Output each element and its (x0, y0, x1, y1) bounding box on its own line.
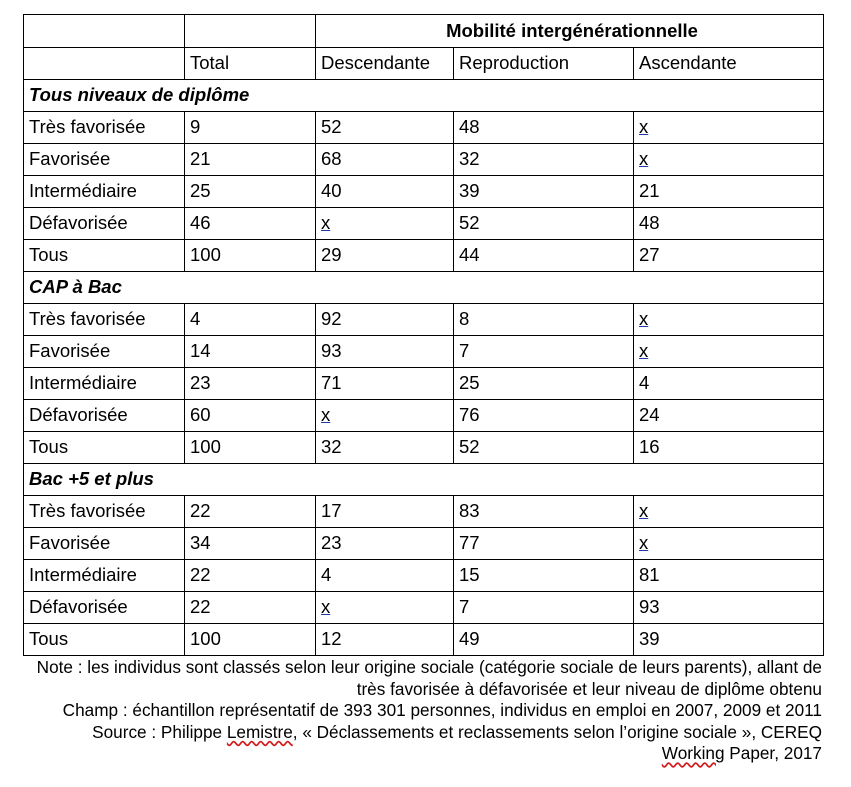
reproduction-cell: 83 (454, 496, 634, 528)
descendante-cell (316, 400, 454, 432)
reproduction-cell: 48 (454, 112, 634, 144)
total-cell: 100 (185, 432, 316, 464)
section-title: CAP à Bac (24, 272, 824, 304)
column-header-descendante: Descendante (316, 48, 454, 80)
total-cell: 22 (185, 496, 316, 528)
row-label: Défavorisée (24, 400, 185, 432)
table-row (24, 560, 824, 592)
descendante-cell: 52 (316, 112, 454, 144)
column-header-total: Total (185, 48, 316, 80)
descendante-cell: 29 (316, 240, 454, 272)
table-row (24, 368, 824, 400)
reproduction-cell: 77 (454, 528, 634, 560)
row-label: Défavorisée (24, 592, 185, 624)
row-label: Défavorisée (24, 208, 185, 240)
descendante-cell: 92 (316, 304, 454, 336)
suppressed-value-marker: x (639, 308, 649, 330)
total-cell: 21 (185, 144, 316, 176)
table-row (24, 240, 824, 272)
group-header-mobility: Mobilité intergénérationnelle (316, 15, 824, 48)
ascendante-cell (634, 336, 824, 368)
ascendante-cell: 39 (634, 624, 824, 656)
descendante-cell: 40 (316, 176, 454, 208)
descendante-cell: 17 (316, 496, 454, 528)
suppressed-value-marker: x (639, 116, 649, 138)
table-row (24, 144, 824, 176)
table-row (24, 336, 824, 368)
section-header-row (24, 464, 824, 496)
reproduction-cell: 44 (454, 240, 634, 272)
champ-text: Champ : échantillon représentatif de 393 301 personnes, individus en emploi en 2007, 2009 et 2011 (62, 700, 822, 720)
header-empty-cell (185, 15, 316, 48)
reproduction-cell: 49 (454, 624, 634, 656)
reproduction-cell: 7 (454, 336, 634, 368)
row-label: Tous (24, 624, 185, 656)
section-title: Tous niveaux de diplôme (24, 80, 824, 112)
header-row-columns (24, 48, 824, 80)
reproduction-cell: 39 (454, 176, 634, 208)
total-cell: 22 (185, 592, 316, 624)
section-header-row (24, 272, 824, 304)
ascendante-cell (634, 496, 824, 528)
section-header-row (24, 80, 824, 112)
descendante-cell: 4 (316, 560, 454, 592)
spellcheck-word: Working (661, 743, 725, 763)
ascendante-cell: 81 (634, 560, 824, 592)
suppressed-value-marker: x (321, 596, 331, 618)
column-header-ascendante: Ascendante (634, 48, 824, 80)
column-header (24, 48, 185, 80)
suppressed-value-marker: x (321, 404, 331, 426)
descendante-cell: 12 (316, 624, 454, 656)
reproduction-cell: 15 (454, 560, 634, 592)
reproduction-cell: 8 (454, 304, 634, 336)
total-cell: 60 (185, 400, 316, 432)
total-cell: 100 (185, 240, 316, 272)
reproduction-cell: 76 (454, 400, 634, 432)
descendante-cell: 71 (316, 368, 454, 400)
reproduction-cell: 52 (454, 432, 634, 464)
ascendante-cell: 24 (634, 400, 824, 432)
row-label: Favorisée (24, 528, 185, 560)
ascendante-cell (634, 528, 824, 560)
row-label: Favorisée (24, 144, 185, 176)
total-cell: 22 (185, 560, 316, 592)
header-empty-cell (24, 15, 185, 48)
ascendante-cell: 16 (634, 432, 824, 464)
row-label: Très favorisée (24, 112, 185, 144)
descendante-cell: 93 (316, 336, 454, 368)
total-cell: 46 (185, 208, 316, 240)
descendante-cell: 32 (316, 432, 454, 464)
table-row (24, 528, 824, 560)
row-label: Tous (24, 432, 185, 464)
ascendante-cell: 93 (634, 592, 824, 624)
mobility-table (23, 14, 824, 656)
table-row (24, 432, 824, 464)
header-row-group (24, 15, 824, 48)
suppressed-value-marker: x (639, 500, 649, 522)
total-cell: 34 (185, 528, 316, 560)
ascendante-cell: 48 (634, 208, 824, 240)
total-cell: 14 (185, 336, 316, 368)
ascendante-cell: 27 (634, 240, 824, 272)
row-label: Intermédiaire (24, 560, 185, 592)
descendante-cell: 68 (316, 144, 454, 176)
section-title: Bac +5 et plus (24, 464, 824, 496)
total-cell: 23 (185, 368, 316, 400)
ascendante-cell (634, 112, 824, 144)
row-label: Intermédiaire (24, 368, 185, 400)
ascendante-cell (634, 304, 824, 336)
total-cell: 9 (185, 112, 316, 144)
ascendante-cell: 21 (634, 176, 824, 208)
suppressed-value-marker: x (639, 532, 649, 554)
reproduction-cell: 32 (454, 144, 634, 176)
total-cell: 100 (185, 624, 316, 656)
table-row (24, 496, 824, 528)
suppressed-value-marker: x (321, 212, 331, 234)
reproduction-cell: 25 (454, 368, 634, 400)
row-label: Intermédiaire (24, 176, 185, 208)
table-row (24, 112, 824, 144)
descendante-cell (316, 592, 454, 624)
suppressed-value-marker: x (639, 148, 649, 170)
column-header-reproduction: Reproduction (454, 48, 634, 80)
row-label: Très favorisée (24, 496, 185, 528)
note-text: Note : les individus sont classés selon leur origine sociale (catégorie sociale de leurs parents), allant de très favorisée à défavorisée et leur niveau de diplôme obtenu (36, 657, 822, 699)
table-notes (30, 657, 822, 765)
table-row (24, 304, 824, 336)
descendante-cell: 23 (316, 528, 454, 560)
spellcheck-word: Lemistre (226, 721, 293, 742)
suppressed-value-marker: x (639, 340, 649, 362)
source-text: Source : Philippe Lemistre, « Déclassements et reclassements selon l’origine sociale », CEREQ Working Paper, 2017 (92, 721, 822, 763)
reproduction-cell: 52 (454, 208, 634, 240)
descendante-cell (316, 208, 454, 240)
reproduction-cell: 7 (454, 592, 634, 624)
table-row (24, 624, 824, 656)
row-label: Favorisée (24, 336, 185, 368)
ascendante-cell (634, 144, 824, 176)
row-label: Tous (24, 240, 185, 272)
row-label: Très favorisée (24, 304, 185, 336)
table-row (24, 592, 824, 624)
table-row (24, 400, 824, 432)
total-cell: 25 (185, 176, 316, 208)
table-row (24, 176, 824, 208)
table-row (24, 208, 824, 240)
ascendante-cell: 4 (634, 368, 824, 400)
total-cell: 4 (185, 304, 316, 336)
